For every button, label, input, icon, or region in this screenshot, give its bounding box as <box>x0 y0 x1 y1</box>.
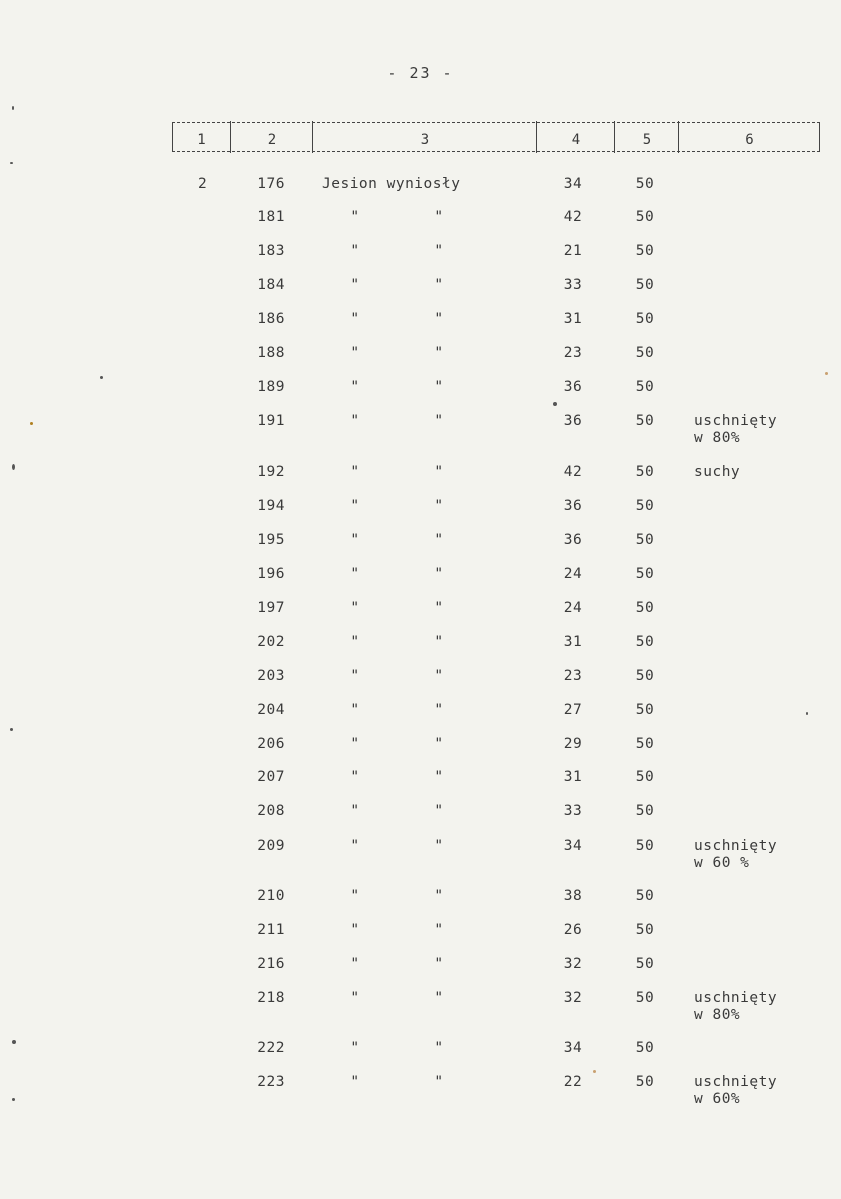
cell-col-5: 50 <box>635 922 655 938</box>
ditto-mark: " <box>350 243 360 259</box>
cell-col-5: 50 <box>635 311 655 327</box>
ditto-mark: " <box>434 803 444 819</box>
table-row <box>0 176 841 196</box>
cell-col-4: 29 <box>563 736 583 752</box>
table-row <box>0 464 841 484</box>
cell-note <box>694 464 740 481</box>
cell-number: 208 <box>257 803 285 819</box>
note-line-2: w 80% <box>694 1007 741 1023</box>
table-row <box>0 634 841 654</box>
cell-col-4: 38 <box>563 888 583 904</box>
ditto-mark: " <box>434 277 444 293</box>
cell-col-5: 50 <box>635 668 655 684</box>
cell-col-5: 50 <box>635 532 655 548</box>
cell-col-5: 50 <box>635 498 655 514</box>
ditto-mark: " <box>434 1040 444 1056</box>
note-line-1: suchy <box>694 464 741 480</box>
table-row <box>0 311 841 331</box>
ditto-mark: " <box>350 498 360 514</box>
cell-col-4: 33 <box>563 277 583 293</box>
ditto-mark: " <box>350 600 360 616</box>
ditto-mark: " <box>434 311 444 327</box>
cell-col-5: 50 <box>635 566 655 582</box>
cell-note <box>694 1074 777 1108</box>
table-row <box>0 277 841 297</box>
table-row <box>0 668 841 688</box>
table-row <box>0 413 841 446</box>
cell-col-4: 31 <box>563 634 583 650</box>
cell-col-4: 24 <box>563 600 583 616</box>
cell-number: 203 <box>257 668 285 684</box>
ditto-mark: " <box>350 464 360 480</box>
cell-number: 211 <box>257 922 285 938</box>
ditto-mark: " <box>434 566 444 582</box>
cell-number: 188 <box>257 345 285 361</box>
note-line-1: uschnięty <box>694 1074 778 1090</box>
page-number: - 23 - <box>387 64 454 82</box>
cell-col-4: 31 <box>563 769 583 785</box>
cell-number: 181 <box>257 209 285 225</box>
cell-col-4: 42 <box>563 209 583 225</box>
table-row <box>0 1074 841 1107</box>
header-col-1: 1 <box>197 132 206 148</box>
note-line-2: w 60% <box>694 1091 741 1107</box>
ditto-mark: " <box>434 838 444 854</box>
cell-number: 216 <box>257 956 285 972</box>
cell-col-4: 23 <box>563 345 583 361</box>
cell-number: 222 <box>257 1040 285 1056</box>
table-row <box>0 379 841 399</box>
cell-col-5: 50 <box>635 277 655 293</box>
cell-col-4: 36 <box>563 532 583 548</box>
cell-number: 209 <box>257 838 285 854</box>
cell-number: 194 <box>257 498 285 514</box>
ditto-mark: " <box>434 990 444 1006</box>
header-col-3: 3 <box>420 132 430 148</box>
table-header <box>172 122 820 152</box>
table-row <box>0 600 841 620</box>
cell-col-4: 32 <box>563 990 583 1006</box>
ditto-mark: " <box>434 532 444 548</box>
table-row <box>0 838 841 871</box>
ditto-mark: " <box>350 838 360 854</box>
cell-number: 195 <box>257 532 285 548</box>
table-row <box>0 498 841 518</box>
ditto-mark: " <box>434 413 444 429</box>
cell-col-4: 26 <box>563 922 583 938</box>
cell-col-4: 34 <box>563 838 583 854</box>
cell-col-4: 31 <box>563 311 583 327</box>
table-row <box>0 209 841 229</box>
table-row <box>0 702 841 722</box>
header-col-2: 2 <box>267 132 277 148</box>
ditto-mark: " <box>350 736 360 752</box>
table-row <box>0 345 841 365</box>
cell-col-5: 50 <box>635 888 655 904</box>
cell-col-5: 50 <box>635 956 655 972</box>
cell-note <box>694 990 777 1024</box>
cell-number: 197 <box>257 600 285 616</box>
ditto-mark: " <box>434 956 444 972</box>
header-col-5: 5 <box>642 132 652 148</box>
table-row <box>0 769 841 789</box>
cell-col-5: 50 <box>635 600 655 616</box>
cell-col-4: 21 <box>563 243 583 259</box>
cell-col-5: 50 <box>635 736 655 752</box>
cell-col-5: 50 <box>635 176 655 192</box>
table-row <box>0 736 841 756</box>
ditto-mark: " <box>434 634 444 650</box>
ditto-mark: " <box>350 956 360 972</box>
cell-col-5: 50 <box>635 379 655 395</box>
cell-col-4: 42 <box>563 464 583 480</box>
cell-number: 191 <box>257 413 285 429</box>
cell-col-4: 27 <box>563 702 583 718</box>
cell-col-4: 36 <box>563 498 583 514</box>
cell-col-5: 50 <box>635 1074 655 1090</box>
cell-col-5: 50 <box>635 413 655 429</box>
cell-col-5: 50 <box>635 634 655 650</box>
ditto-mark: " <box>350 990 360 1006</box>
cell-number: 189 <box>257 379 285 395</box>
cell-note <box>694 413 777 447</box>
ditto-mark: " <box>350 379 360 395</box>
cell-col-4: 36 <box>563 379 583 395</box>
cell-col-5: 50 <box>635 345 655 361</box>
ditto-mark: " <box>434 345 444 361</box>
cell-number: 176 <box>257 176 285 192</box>
header-col-4: 4 <box>571 132 581 148</box>
ditto-mark: " <box>350 888 360 904</box>
cell-col-5: 50 <box>635 1040 655 1056</box>
cell-col-5: 50 <box>635 769 655 785</box>
note-line-2: w 80% <box>694 430 741 446</box>
ditto-mark: " <box>434 769 444 785</box>
cell-col-4: 36 <box>563 413 583 429</box>
ditto-mark: " <box>350 668 360 684</box>
ditto-mark: " <box>350 702 360 718</box>
table-row <box>0 1040 841 1060</box>
table-row <box>0 243 841 263</box>
cell-number: 183 <box>257 243 285 259</box>
header-col-6: 6 <box>745 132 754 148</box>
cell-number: 207 <box>257 769 285 785</box>
ditto-mark: " <box>434 1074 444 1090</box>
ditto-mark: " <box>434 464 444 480</box>
table-row <box>0 803 841 823</box>
cell-note <box>694 838 777 872</box>
cell-col-5: 50 <box>635 838 655 854</box>
cell-number: 206 <box>257 736 285 752</box>
cell-col-4: 33 <box>563 803 583 819</box>
cell-number: 192 <box>257 464 285 480</box>
cell-number: 196 <box>257 566 285 582</box>
ditto-mark: " <box>434 736 444 752</box>
cell-col-4: 34 <box>563 176 583 192</box>
cell-col-5: 50 <box>635 990 655 1006</box>
cell-number: 186 <box>257 311 285 327</box>
ditto-mark: " <box>350 413 360 429</box>
cell-col-5: 50 <box>635 464 655 480</box>
cell-col-1: 2 <box>198 176 208 192</box>
ditto-mark: " <box>350 566 360 582</box>
cell-col-5: 50 <box>635 803 655 819</box>
note-line-1: uschnięty <box>694 990 778 1006</box>
cell-number: 204 <box>257 702 285 718</box>
ditto-mark: " <box>350 311 360 327</box>
note-line-1: uschnięty <box>694 838 778 854</box>
table-row <box>0 956 841 976</box>
ditto-mark: " <box>350 209 360 225</box>
ditto-mark: " <box>350 1074 360 1090</box>
ditto-mark: " <box>434 668 444 684</box>
ditto-mark: " <box>434 498 444 514</box>
cell-number: 218 <box>257 990 285 1006</box>
cell-number: 202 <box>257 634 285 650</box>
ditto-mark: " <box>350 634 360 650</box>
cell-col-4: 34 <box>563 1040 583 1056</box>
cell-species: Jesion wyniosły <box>322 176 461 192</box>
cell-col-5: 50 <box>635 702 655 718</box>
note-line-1: uschnięty <box>694 413 778 429</box>
table-row <box>0 532 841 552</box>
ditto-mark: " <box>434 888 444 904</box>
ditto-mark: " <box>350 922 360 938</box>
cell-col-4: 23 <box>563 668 583 684</box>
cell-col-5: 50 <box>635 243 655 259</box>
ditto-mark: " <box>350 1040 360 1056</box>
table-row <box>0 888 841 908</box>
table-row <box>0 990 841 1023</box>
ditto-mark: " <box>350 277 360 293</box>
ditto-mark: " <box>350 532 360 548</box>
ditto-mark: " <box>434 600 444 616</box>
cell-number: 210 <box>257 888 285 904</box>
table-row <box>0 566 841 586</box>
ditto-mark: " <box>434 209 444 225</box>
ditto-mark: " <box>434 702 444 718</box>
cell-number: 184 <box>257 277 285 293</box>
cell-number: 223 <box>257 1074 285 1090</box>
cell-col-4: 24 <box>563 566 583 582</box>
note-line-2: w 60 % <box>694 855 750 871</box>
ditto-mark: " <box>434 379 444 395</box>
cell-col-4: 22 <box>563 1074 583 1090</box>
cell-col-5: 50 <box>635 209 655 225</box>
ditto-mark: " <box>434 922 444 938</box>
ditto-mark: " <box>434 243 444 259</box>
ditto-mark: " <box>350 345 360 361</box>
table-row <box>0 922 841 942</box>
ditto-mark: " <box>350 769 360 785</box>
ditto-mark: " <box>350 803 360 819</box>
cell-col-4: 32 <box>563 956 583 972</box>
